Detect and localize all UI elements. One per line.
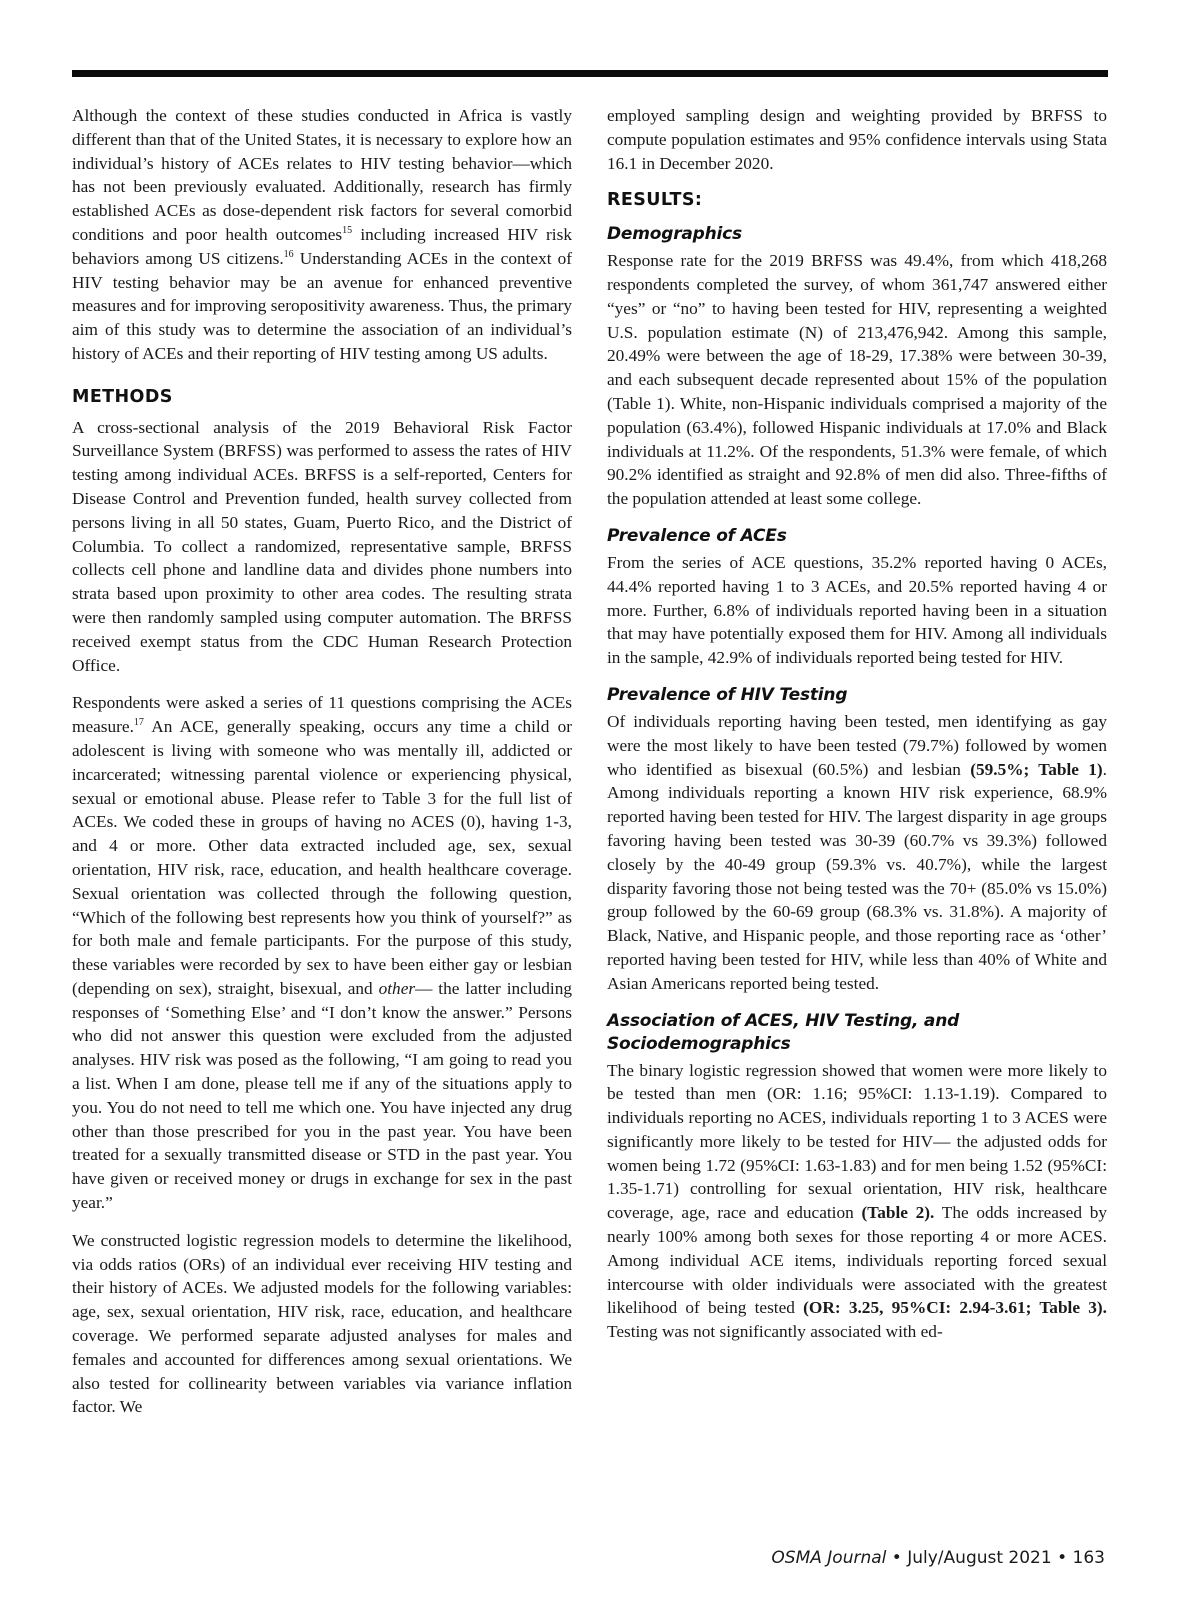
reference-16: 16 [283, 249, 294, 261]
methods-paragraph-3: We constructed logistic regression models to determine the likelihood, via odds ratios (ORs) of an individual ever receiving HIV testing and their history of ACEs. We adjusted models for the following variables: age, sex, sexual orientation, HIV risk, race, education, and healthcare coverage. We performed separate adjusted analyses for males and females and accounted for differences among sexual orientations. We also tested for collinearity between variables via variance inflation factor. We [72, 1230, 572, 1417]
methods-heading: METHODS [72, 386, 173, 407]
aces-prevalence-heading: Prevalence of ACEs [607, 525, 787, 546]
reference-15: 15 [342, 225, 353, 237]
hiv-testing-paragraph: Of individuals reporting having been tested, men identifying as gay were the most likely to have been tested (79.7%) followed by women who identified as bisexual (60.5%) and lesbian (59.5%; Table 1). Among individuals reporting a known HIV risk experience, 68.9% reported having been tested for HIV. The largest disparity in age groups favoring having been tested was 30-39 (60.7% vs 39.3%) followed closely by the 40-49 group (59.3% vs. 40.7%), while the largest disparity favoring those not being tested was the 70+ (85.0% vs 15.0%) group followed by the 60-69 group (68.3% vs. 31.8%). A majority of Black, Native, and Hispanic people, and those reporting race as ‘other’ reported having been tested for HIV, while less than 40% of White and Asian Americans reported being tested. [607, 711, 1107, 993]
table3-ref: (OR: 3.25, 95%CI: 2.94-3.61; Table 3). [803, 1298, 1107, 1318]
demographics-heading: Demographics [607, 224, 742, 245]
methods-paragraph-1: A cross-sectional analysis of the 2019 Behavioral Risk Factor Surveillance System (BRFSS) was performed to assess the rates of HIV testing among individual ACEs. BRFSS is a self-reported, Centers for Disease Control and Prevention funded, health survey collected from persons living in all 50 states, Guam, Puerto Rico, and the District of Columbia. To collect a randomized, representative sample, BRFSS collects cell phone and landline data and divides phone numbers into strata based upon proximity to other area codes. The resulting strata were then randomly sampled using computer automation. The BRFSS received exempt status from the CDC Human Research Protection Office. [72, 417, 572, 675]
reference-17: 17 [133, 717, 144, 729]
table2-ref: (Table 2). [861, 1203, 935, 1223]
hiv-testing-heading: Prevalence of HIV Testing [607, 684, 848, 705]
journal-name: OSMA Journal [771, 1548, 887, 1568]
methods-paragraph-2: Respondents were asked a series of 11 questions comprising the ACEs measure.$^{17}$ An ACE, generally speaking, occurs any time a child or adolescent is living with someone who was mentally ill, addicted or incarcerated; witnessing parental violence or experiencing physical, sexual or emotional abuse. Please refer to Table 3 for the full list of ACEs. We coded these in groups of having no ACES (0), having 1-3, and 4 or more. Other data extracted included age, sex, sexual orientation, HIV risk, race, education, and health healthcare coverage. Sexual orientation was collected through the following question, “Which of the following best represents how you think of yourself?” as for both male and female participants. For the purpose of this study, these variables were recorded by sex to have been either gay or lesbian (depending on sex), straight, bisexual, and other— the latter including responses of ‘Something Else’ and “I don’t know the answer.” Persons who did not answer this question were excluded from the adjusted analyses. HIV risk was posed as the following, “I am going to read you a list. When I am done, please tell me if any of the situations apply to you. You do not need to tell me which one. You have injected any drug other than those prescribed for you in the past year. You have been treated for a sexually transmitted disease or STD in the past year. You have given or received money or drugs in exchange for sex in the past year.” [72, 693, 572, 1213]
demographics-paragraph: Response rate for the 2019 BRFSS was 49.4%, from which 418,268 respondents completed the survey, of whom 361,747 answered either “yes” or “no” to having been tested for HIV, representing a weighted U.S. population estimate (N) of 213,476,942. Among this sample, 20.49% were between the age of 18-29, 17.38% were between 30-39, and each subsequent decade represented about 15% of the population (Table 1). White, non-Hispanic individuals comprised a majority of the population (63.4%), followed Hispanic individuals at 17.0% and Black individuals at 11.2%. Of the respondents, 51.3% were female, of which 90.2% identified as straight and 92.8% of men did also. Three-fifths of the population attended at least some college. [607, 251, 1107, 509]
left-column [72, 104, 572, 1433]
methods-continuation: employed sampling design and weighting provided by BRFSS to compute population estimates and 95% confidence intervals using Stata 16.1 in December 2020. [607, 106, 1107, 173]
top-rule [72, 70, 1108, 77]
issue-date: July/August 2021 [907, 1548, 1052, 1568]
right-column [607, 104, 1107, 1358]
page-number: 163 [1072, 1548, 1105, 1568]
intro-paragraph: Although the context of these studies conducted in Africa is vastly different than that of the United States, it is necessary to explore how an individual’s history of ACEs relates to HIV testing behavior—which has not been previously evaluated. Additionally, research has firmly established ACEs as dose-dependent risk factors for several comorbid conditions and poor health outcomes$^{15}$ including increased HIV risk behaviors among US citizens.$^{16}$ Understanding ACEs in the context of HIV testing behavior may be an avenue for enhanced preventive measures and for improving seropositivity awareness. Thus, the primary aim of this study was to determine the association of an individual’s history of ACEs and their reporting of HIV testing among US adults. [72, 106, 572, 363]
aces-prevalence-paragraph: From the series of ACE questions, 35.2% reported having 0 ACEs, 44.4% reported having 1 to 3 ACEs, and 20.5% reported having 4 or more. Further, 6.8% of individuals reported having been in a situation that may have potentially exposed them for HIV. Among all individuals in the sample, 42.9% of individuals reported being tested for HIV. [607, 552, 1107, 668]
other-term: other [378, 978, 416, 998]
table1-ref: (59.5%; Table 1) [970, 759, 1103, 779]
association-paragraph: The binary logistic regression showed that women were more likely to be tested than men (OR: 1.16; 95%CI: 1.13-1.19). Compared to individuals reporting no ACES, individuals reporting 1 to 3 ACES were significantly more likely to be tested for HIV— the adjusted odds for women being 1.72 (95%CI: 1.63-1.83) and for men being 1.52 (95%CI: 1.35-1.71) controlling for sexual orientation, HIV risk, healthcare coverage, age, race and education (Table 2). The odds increased by nearly 100% among both sexes for those reporting 4 or more ACES. Among individual ACE items, individuals reporting forced sexual intercourse with older individuals were associated with the greatest likelihood of being tested (OR: 3.25, 95%CI: 2.94-3.61; Table 3). Testing was not significantly associated with ed- [607, 1060, 1107, 1342]
results-heading: RESULTS: [607, 190, 703, 211]
association-heading: Association of ACES, HIV Testing, and Sociodemographics [607, 1010, 960, 1054]
page-footer: OSMA Journal • July/August 2021 • 163 [771, 1548, 1105, 1568]
